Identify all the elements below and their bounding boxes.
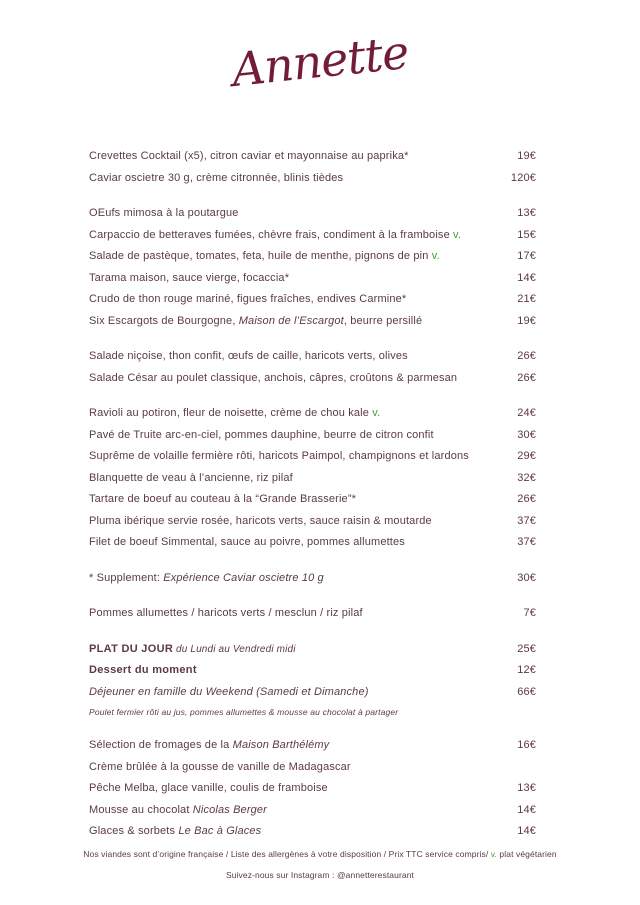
menu-item-segment: PLAT DU JOUR — [89, 642, 174, 655]
menu-item-price: 19€ — [517, 150, 536, 162]
menu-item-text — [89, 146, 409, 168]
menu-item-segment: Le Bac à Glaces — [178, 825, 262, 837]
menu-item-segment: Mousse au chocolat — [89, 803, 193, 816]
menu-item-segment: Poulet fermier rôti au jus, pommes allumettes & mousse au chocolat à partager — [89, 707, 399, 717]
menu-item — [89, 603, 536, 625]
menu-item-segment: Tarama maison, sauce vierge, focaccia* — [89, 271, 290, 284]
menu-item-text — [89, 639, 296, 661]
menu-item-price: 13€ — [517, 782, 536, 794]
footer-instagram-line: Suivez-nous sur Instagram : @annetterestaurant — [225, 870, 415, 880]
vegetarian-mark: v. — [453, 228, 462, 241]
menu-item-text — [89, 735, 329, 757]
menu-item-segment: , beurre persillé — [343, 314, 423, 327]
footer-legal-text: Nos viandes sont d’origine française / Liste des allergènes à votre disposition / Prix TTC service compris/ — [83, 849, 491, 859]
menu-item-segment: Déjeuner en famille du Weekend (Samedi et Dimanche) — [89, 685, 369, 698]
menu-item-text — [89, 225, 461, 247]
menu-item-segment: Nicolas Berger — [192, 803, 267, 816]
menu-item — [89, 821, 536, 843]
menu-item-text — [89, 203, 239, 225]
menu-item — [89, 403, 536, 425]
menu-item-text — [89, 468, 293, 490]
menu-item-text — [89, 778, 328, 800]
menu-item-price: 14€ — [517, 803, 536, 816]
menu-item-segment: Crudo de thon rouge mariné, figues fraîches, endives Carmine* — [89, 293, 407, 305]
menu-item — [89, 639, 536, 661]
menu-item — [89, 703, 536, 721]
menu-item-text — [89, 532, 405, 554]
menu-item — [89, 568, 536, 590]
menu-item-segment: Glaces & sorbets — [89, 825, 179, 837]
menu-item-segment: Blanquette de veau à l’ancienne, riz pilaf — [89, 471, 293, 484]
menu-item-segment: Pêche Melba, glace vanille, coulis de framboise — [89, 782, 328, 794]
menu-list — [89, 146, 536, 857]
menu-item-text — [89, 268, 289, 290]
menu-item-price: 25€ — [517, 642, 536, 655]
menu-item — [89, 778, 536, 800]
menu-item-text — [89, 511, 432, 533]
menu-item-segment: Salade niçoise, thon confit, œufs de caille, haricots verts, olives — [89, 350, 408, 362]
menu-item-text — [89, 425, 434, 447]
menu-item-segment: Filet de boeuf Simmental, sauce au poivre, pommes allumettes — [89, 536, 405, 548]
menu-item-segment: Crème brûlée à la gousse de vanille de Madagascar — [89, 760, 351, 773]
menu-item-price: 30€ — [517, 571, 536, 584]
menu-section — [89, 568, 536, 590]
menu-item-segment: Tartare de boeuf au couteau à la “Grande Brasserie”* — [89, 493, 357, 505]
menu-item-price: 21€ — [517, 293, 536, 305]
menu-item-text — [89, 311, 422, 333]
menu-item-price: 7€ — [523, 607, 536, 619]
menu-section — [89, 146, 536, 189]
menu-item-price: 26€ — [517, 371, 536, 384]
menu-item — [89, 468, 536, 490]
menu-item-text — [89, 660, 197, 682]
menu-item-price: 12€ — [517, 664, 536, 676]
menu-item-text — [89, 368, 457, 390]
menu-item-text — [89, 346, 408, 368]
menu-item-text — [89, 703, 398, 721]
menu-item-price: 120€ — [510, 171, 536, 184]
menu-item — [89, 660, 536, 682]
menu-item — [89, 368, 536, 390]
menu-item — [89, 268, 536, 290]
menu-section — [89, 603, 536, 625]
menu-item-text — [89, 682, 369, 704]
menu-item-segment: Pommes allumettes / haricots verts / mesclun / riz pilaf — [89, 607, 363, 619]
menu-item-segment: Ravioli au potiron, fleur de noisette, crème de chou kale — [89, 407, 373, 419]
menu-item-segment: Sélection de fromages de la — [89, 739, 233, 751]
footer — [0, 849, 640, 880]
menu-item — [89, 735, 536, 757]
menu-item-text — [89, 757, 351, 779]
menu-section — [89, 639, 536, 722]
menu-section — [89, 403, 536, 554]
menu-item — [89, 682, 536, 704]
menu-item — [89, 168, 536, 190]
menu-item-segment: Pavé de Truite arc-en-ciel, pommes dauphine, beurre de citron confit — [89, 428, 434, 441]
menu-item — [89, 311, 536, 333]
vegetarian-mark: v. — [490, 849, 497, 859]
menu-item — [89, 511, 536, 533]
menu-item-segment: du Lundi au Vendredi midi — [173, 643, 296, 655]
menu-item-segment: Maison Barthélémy — [232, 739, 330, 751]
menu-item-price: 17€ — [517, 250, 536, 262]
menu-item — [89, 225, 536, 247]
menu-item-price: 32€ — [517, 471, 536, 484]
menu-item-price: 37€ — [517, 536, 536, 548]
menu-item-text — [89, 403, 380, 425]
menu-item-price: 14€ — [517, 825, 536, 837]
menu-item-price: 14€ — [517, 271, 536, 284]
menu-item — [89, 446, 536, 468]
menu-item-text — [89, 246, 440, 268]
menu-item-price: 16€ — [517, 739, 536, 751]
menu-item-price: 30€ — [517, 428, 536, 441]
menu-item — [89, 146, 536, 168]
menu-section — [89, 346, 536, 389]
menu-item-segment: Expérience Caviar oscietre 10 g — [163, 571, 324, 584]
menu-item-segment: OEufs mimosa à la poutargue — [89, 207, 239, 219]
menu-item-text — [89, 168, 343, 190]
menu-item — [89, 425, 536, 447]
menu-item-price: 13€ — [517, 207, 536, 219]
vegetarian-mark: v. — [431, 250, 440, 262]
footer-vegetarian-label: plat végétarien — [496, 849, 557, 859]
menu-item-price: 26€ — [517, 350, 536, 362]
menu-item — [89, 289, 536, 311]
menu-item-segment: * Supplement: — [89, 571, 164, 584]
menu-item-text — [89, 489, 356, 511]
menu-item-price: 26€ — [517, 493, 536, 505]
restaurant-logo: Annette — [229, 24, 411, 98]
menu-item-segment: Maison de l’Escargot — [238, 314, 344, 327]
menu-item-text — [89, 568, 324, 590]
menu-item-segment: Salade César au poulet classique, anchois, câpres, croûtons & parmesan — [89, 371, 458, 384]
menu-item — [89, 800, 536, 822]
menu-item-segment: Salade de pastèque, tomates, feta, huile de menthe, pignons de pin — [89, 250, 432, 262]
menu-item-text — [89, 821, 261, 843]
menu-item-price: 24€ — [517, 407, 536, 419]
menu-item-text — [89, 446, 469, 468]
menu-item-price: 15€ — [517, 228, 536, 241]
footer-legal-line — [0, 849, 640, 859]
menu-item-text — [89, 603, 363, 625]
menu-item-segment: Six Escargots de Bourgogne, — [89, 314, 239, 327]
menu-item-text — [89, 289, 406, 311]
menu-item-segment: Crevettes Cocktail (x5), citron caviar et mayonnaise au paprika* — [89, 150, 409, 162]
menu-item-text — [89, 800, 267, 822]
menu-section — [89, 203, 536, 332]
vegetarian-mark: v. — [372, 407, 381, 419]
menu-item-price: 66€ — [517, 685, 536, 698]
menu-item — [89, 757, 536, 779]
menu-item — [89, 489, 536, 511]
menu-item — [89, 246, 536, 268]
menu-item — [89, 346, 536, 368]
menu-item-price: 29€ — [517, 450, 536, 462]
menu-item-segment: Carpaccio de betteraves fumées, chèvre frais, condiment à la framboise — [89, 228, 454, 241]
menu-item-segment: Caviar oscietre 30 g, crème citronnée, blinis tièdes — [89, 171, 344, 184]
menu-item-segment: Dessert du moment — [89, 664, 197, 676]
menu-item-price: 37€ — [517, 514, 536, 527]
menu-item-price: 19€ — [517, 314, 536, 327]
menu-item — [89, 203, 536, 225]
menu-section — [89, 735, 536, 843]
menu-item-segment: Suprême de volaille fermière rôti, haricots Paimpol, champignons et lardons — [89, 450, 469, 462]
menu-item — [89, 532, 536, 554]
menu-item-segment: Pluma ibérique servie rosée, haricots verts, sauce raisin & moutarde — [89, 514, 432, 527]
